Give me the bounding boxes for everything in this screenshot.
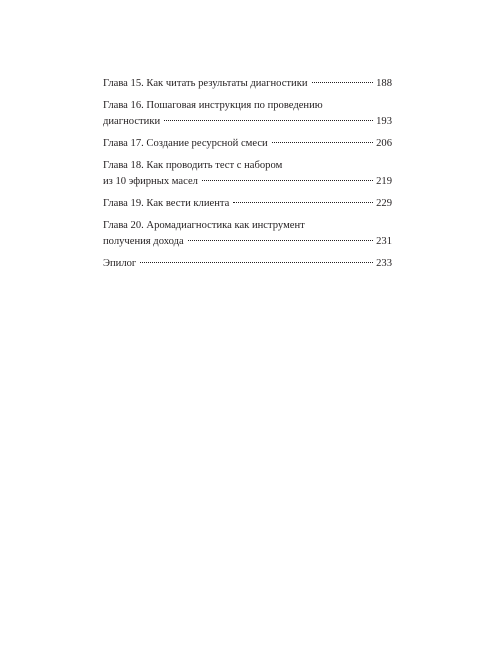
toc-entry-line [103, 256, 392, 272]
toc-entry-line [103, 234, 392, 250]
table-of-contents [103, 76, 392, 278]
toc-entry-title-continued: получения дохода [103, 236, 184, 247]
toc-entry-chapter-18[interactable] [103, 158, 392, 190]
toc-entry-title-continued: из 10 эфирных масел [103, 176, 198, 187]
toc-entry-title-continued: диагностики [103, 116, 161, 127]
dot-leader [272, 141, 373, 143]
toc-entry-line [103, 136, 392, 152]
toc-entry-line [103, 196, 392, 212]
toc-page-number: 233 [376, 258, 392, 269]
toc-entry-chapter-20[interactable] [103, 218, 392, 250]
dot-leader [188, 239, 373, 241]
toc-entry-title: Глава 16. Пошаговая инструкция по проведению [103, 100, 323, 111]
toc-entry-line [103, 174, 392, 190]
toc-entry-title: Глава 18. Как проводить тест с набором [103, 160, 283, 171]
toc-entry-line [103, 76, 392, 92]
dot-leader [140, 261, 373, 263]
toc-page-number: 219 [376, 176, 392, 187]
toc-page-number: 229 [376, 198, 392, 209]
toc-page-number: 193 [376, 116, 392, 127]
toc-entry-title: Эпилог [103, 258, 137, 269]
toc-entry-chapter-19[interactable] [103, 196, 392, 212]
toc-page-number: 231 [376, 236, 392, 247]
toc-entry-chapter-15[interactable] [103, 76, 392, 92]
toc-entry-title: Глава 17. Создание ресурсной смеси [103, 138, 268, 149]
dot-leader [312, 81, 374, 83]
toc-entry-chapter-16[interactable] [103, 98, 392, 130]
dot-leader [164, 119, 373, 121]
toc-entry-epilogue[interactable] [103, 256, 392, 272]
toc-page-number: 188 [376, 78, 392, 89]
toc-entry-title: Глава 19. Как вести клиента [103, 198, 230, 209]
toc-entry-title: Глава 20. Аромадиагностика как инструмент [103, 220, 305, 231]
toc-page-number: 206 [376, 138, 392, 149]
toc-entry-title: Глава 15. Как читать результаты диагностики [103, 78, 308, 89]
toc-entry-line [103, 114, 392, 130]
dot-leader [233, 201, 373, 203]
toc-entry-chapter-17[interactable] [103, 136, 392, 152]
dot-leader [202, 179, 373, 181]
